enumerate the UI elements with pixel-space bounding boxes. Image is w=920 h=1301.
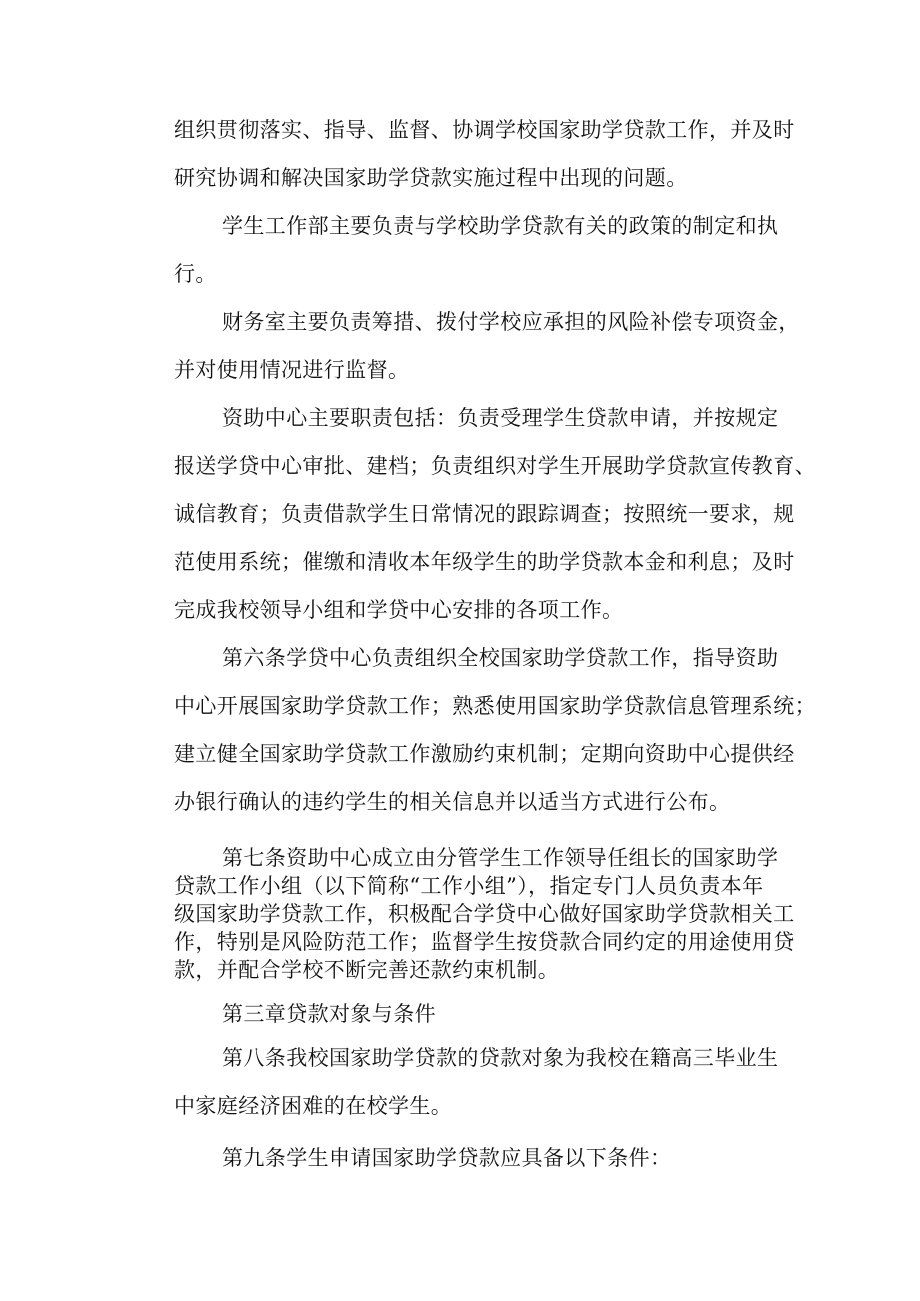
paragraph-line: 第八条我校国家助学贷款的贷款对象为我校在籍高三毕业生 [222,1046,779,1070]
paragraph-line: 财务室主要负责筹措、拨付学校应承担的风险补偿专项资金， [222,310,800,334]
paragraph-line: 办银行确认的违约学生的相关信息并以适当方式进行公布。 [174,790,731,814]
paragraph-line: 建立健全国家助学贷款工作激励约束机制；定期向资助中心提供经 [174,742,795,766]
paragraph-line: 学生工作部主要负责与学校助学贷款有关的政策的制定和执 [222,214,779,238]
paragraph-line: 第六条学贷中心负责组织全校国家助学贷款工作，指导资助 [222,646,779,670]
paragraph-line: 资助中心主要职责包括：负责受理学生贷款申请，并按规定 [222,406,779,430]
chapter-heading: 第三章贷款对象与条件 [222,1002,436,1026]
paragraph-line: 中心开展国家助学贷款工作；熟悉使用国家助学贷款信息管理系统； [174,694,816,718]
paragraph-line: 中家庭经济困难的在校学生。 [174,1094,453,1118]
paragraph-line: 款，并配合学校不断完善还款约束机制。 [174,958,560,982]
paragraph-line: 组织贯彻落实、指导、监督、协调学校国家助学贷款工作，并及时 [174,118,795,142]
paragraph-line: 并对使用情况进行监督。 [174,358,410,382]
paragraph-line: 范使用系统；催缴和清收本年级学生的助学贷款本金和利息；及时 [174,550,795,574]
paragraph-line: 级国家助学贷款工作，积极配合学贷中心做好国家助学贷款相关工 [174,902,795,926]
paragraph-line: 报送学贷中心审批、建档；负责组织对学生开展助学贷款宣传教育、 [174,454,816,478]
paragraph-line: 贷款工作小组（以下简称“工作小组”），指定专门人员负责本年 [174,874,764,898]
paragraph-line: 研究协调和解决国家助学贷款实施过程中出现的问题。 [174,166,688,190]
paragraph-line: 第七条资助中心成立由分管学生工作领导任组长的国家助学 [222,846,779,870]
paragraph-line: 诚信教育；负责借款学生日常情况的跟踪调查；按照统一要求，规 [174,502,795,526]
paragraph-line: 第九条学生申请国家助学贷款应具备以下条件： [222,1146,672,1170]
paragraph-line: 作，特别是风险防范工作；监督学生按贷款合同约定的用途使用贷 [174,930,795,954]
paragraph-line: 行。 [174,262,217,286]
paragraph-line: 完成我校领导小组和学贷中心安排的各项工作。 [174,598,624,622]
